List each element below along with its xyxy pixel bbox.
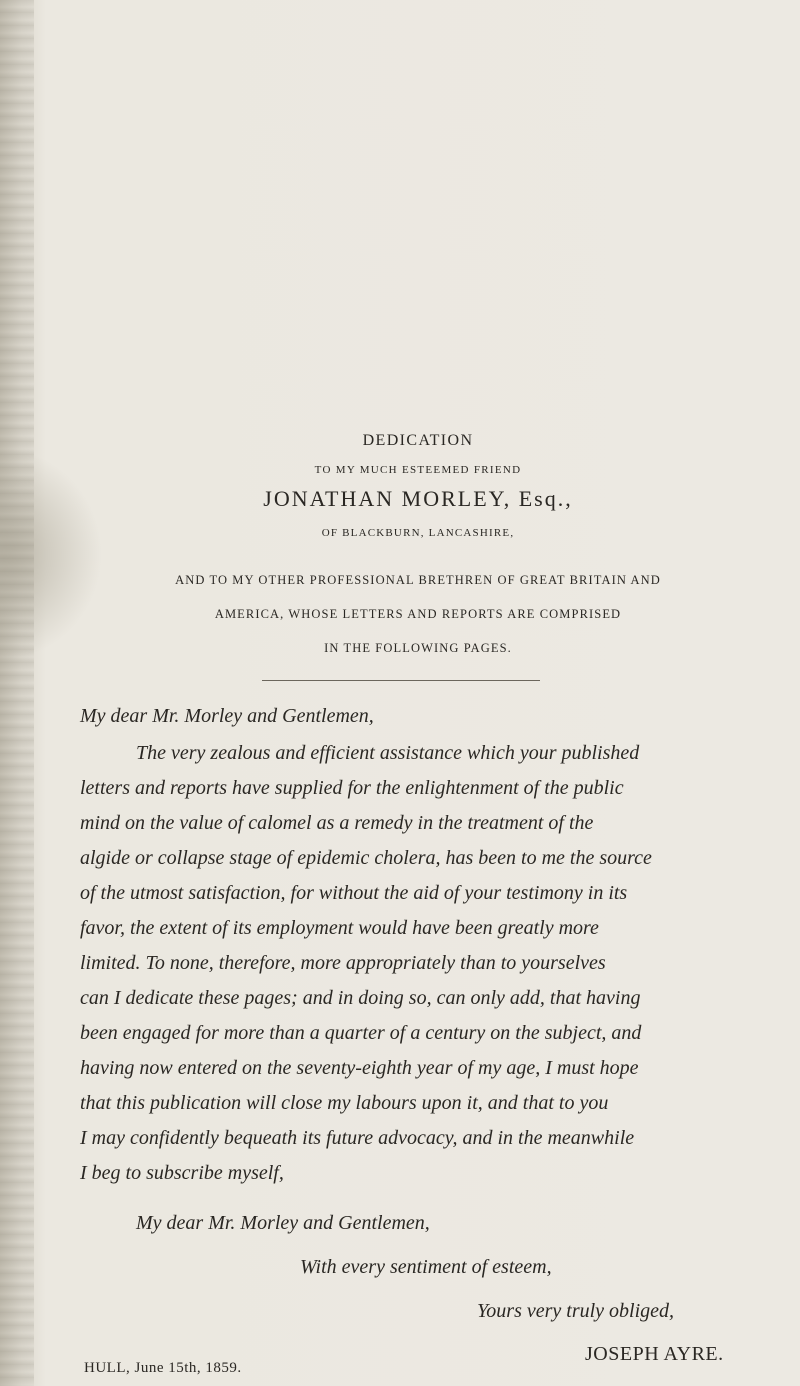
dedicatee-location: OF BLACKBURN, LANCASHIRE,: [321, 527, 515, 539]
dedication-heading: DEDICATION: [362, 432, 474, 449]
body-line-1: The very zealous and efficient assistance which your published: [136, 742, 640, 764]
body-line-10: having now entered on the seventy-eighth year of my age, I must hope: [80, 1057, 639, 1079]
divider-rule: [262, 680, 540, 681]
dedicatee-name: JONATHAN MORLEY, Esq.,: [263, 486, 573, 511]
body-line-12: I may confidently bequeath its future advocacy, and in the meanwhile: [80, 1127, 635, 1149]
letter-salutation: My dear Mr. Morley and Gentlemen,: [80, 705, 374, 727]
body-line-11: that this publication will close my labours upon it, and that to you: [80, 1092, 609, 1114]
body-line-4: algide or collapse stage of epidemic cholera, has been to me the source: [80, 847, 652, 869]
address-line-2: AMERICA, WHOSE LETTERS AND REPORTS ARE COMPRISED: [214, 607, 622, 621]
body-line-9: been engaged for more than a quarter of a century on the subject, and: [80, 1022, 642, 1044]
closing-salutation: My dear Mr. Morley and Gentlemen,: [136, 1212, 430, 1234]
closing-sentiment: With every sentiment of esteem,: [300, 1256, 552, 1278]
body-line-7: limited. To none, therefore, more appropriately than to yourselves: [80, 952, 606, 974]
page-edge-shadow: [0, 0, 34, 1386]
address-line-3: IN THE FOLLOWING PAGES.: [324, 641, 512, 655]
body-line-5: of the utmost satisfaction, for without the aid of your testimony in its: [80, 882, 628, 904]
body-line-2: letters and reports have supplied for the enlightenment of the public: [80, 777, 624, 799]
body-line-6: favor, the extent of its employment would have been greatly more: [80, 917, 599, 939]
place-and-date: HULL, June 15th, 1859.: [84, 1360, 242, 1376]
signer-name: JOSEPH AYRE.: [585, 1343, 724, 1365]
body-line-8: can I dedicate these pages; and in doing so, can only add, that having: [80, 987, 641, 1009]
body-line-13: I beg to subscribe myself,: [80, 1162, 284, 1184]
address-line-1: AND TO MY OTHER PROFESSIONAL BRETHREN OF GREAT BRITAIN AND: [175, 573, 661, 587]
body-line-3: mind on the value of calomel as a remedy in the treatment of the: [80, 812, 594, 834]
dedication-to-line: TO MY MUCH ESTEEMED FRIEND: [314, 464, 522, 476]
closing-yours: Yours very truly obliged,: [477, 1300, 675, 1322]
